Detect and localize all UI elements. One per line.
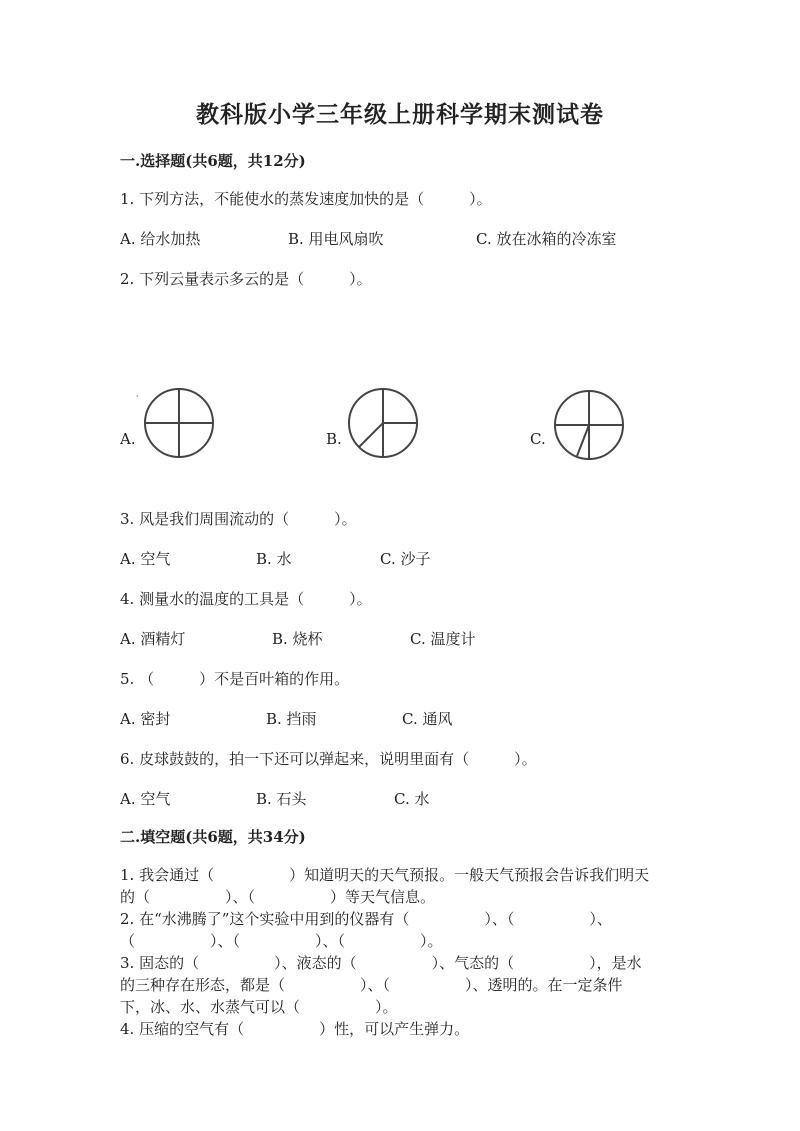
q2-option-b: B. bbox=[326, 430, 342, 448]
q4-option-b: B. 烧杯 bbox=[272, 630, 323, 648]
section-heading-choice: 一.选择题(共6题，共12分) bbox=[120, 152, 306, 170]
fill-line-1: 1. 我会通过（ ）知道明天的天气预报。一般天气预报会告诉我们明天 bbox=[120, 866, 650, 884]
question-1: 1. 下列方法，不能使水的蒸发速度加快的是（ ）。 bbox=[120, 190, 492, 208]
q2-option-c: C. bbox=[530, 430, 546, 448]
q3-option-b: B. 水 bbox=[256, 550, 292, 568]
q3-option-c: C. 沙子 bbox=[380, 550, 431, 568]
q2-option-a: A. bbox=[120, 430, 136, 448]
fill-line-8: 4. 压缩的空气有（ ）性，可以产生弹力。 bbox=[120, 1020, 470, 1038]
fill-line-2: 的（ ）、（ ）等天气信息。 bbox=[120, 888, 436, 906]
fill-line-6: 的三种存在形态，都是（ ）、（ ）、透明的。在一定条件 bbox=[120, 976, 623, 994]
fill-line-5: 3. 固态的（ ）、液态的（ ）、气态的（ ），是水 bbox=[120, 954, 642, 972]
q1-option-c: C. 放在冰箱的冷冻室 bbox=[476, 230, 617, 248]
scan-speck: · bbox=[136, 392, 139, 401]
question-4: 4. 测量水的温度的工具是（ ）。 bbox=[120, 590, 372, 608]
question-5: 5. （ ）不是百叶箱的作用。 bbox=[120, 670, 350, 688]
q4-option-c: C. 温度计 bbox=[410, 630, 476, 648]
q5-option-a: A. 密封 bbox=[120, 710, 171, 728]
page-title: 教科版小学三年级上册科学期末测试卷 bbox=[196, 101, 604, 128]
fill-line-3: 2. 在“水沸腾了”这个实验中用到的仪器有（ ）、（ ）、 bbox=[120, 910, 612, 928]
question-3: 3. 风是我们周围流动的（ ）。 bbox=[120, 510, 357, 528]
q5-option-c: C. 通风 bbox=[402, 710, 453, 728]
q6-option-c: C. 水 bbox=[394, 790, 430, 808]
q1-option-a: A. 给水加热 bbox=[120, 230, 201, 248]
q3-option-a: A. 空气 bbox=[120, 550, 171, 568]
q1-option-b: B. 用电风扇吹 bbox=[288, 230, 384, 248]
q6-option-a: A. 空气 bbox=[120, 790, 171, 808]
fill-line-4: （ ）、（ ）、（ ）。 bbox=[120, 932, 443, 950]
question-6: 6. 皮球鼓鼓的，拍一下还可以弹起来，说明里面有（ ）。 bbox=[120, 750, 537, 768]
fill-line-7: 下，冰、水、水蒸气可以（ ）。 bbox=[120, 998, 398, 1016]
q4-option-a: A. 酒精灯 bbox=[120, 630, 186, 648]
cloud-cover-diagram-b bbox=[346, 386, 420, 460]
cloud-cover-diagram-a bbox=[142, 386, 216, 460]
q6-option-b: B. 石头 bbox=[256, 790, 307, 808]
section-heading-fill-in: 二.填空题(共6题，共34分) bbox=[120, 828, 306, 846]
q5-option-b: B. 挡雨 bbox=[266, 710, 317, 728]
cloud-cover-diagram-c bbox=[552, 388, 626, 462]
question-2: 2. 下列云量表示多云的是（ ）。 bbox=[120, 270, 372, 288]
